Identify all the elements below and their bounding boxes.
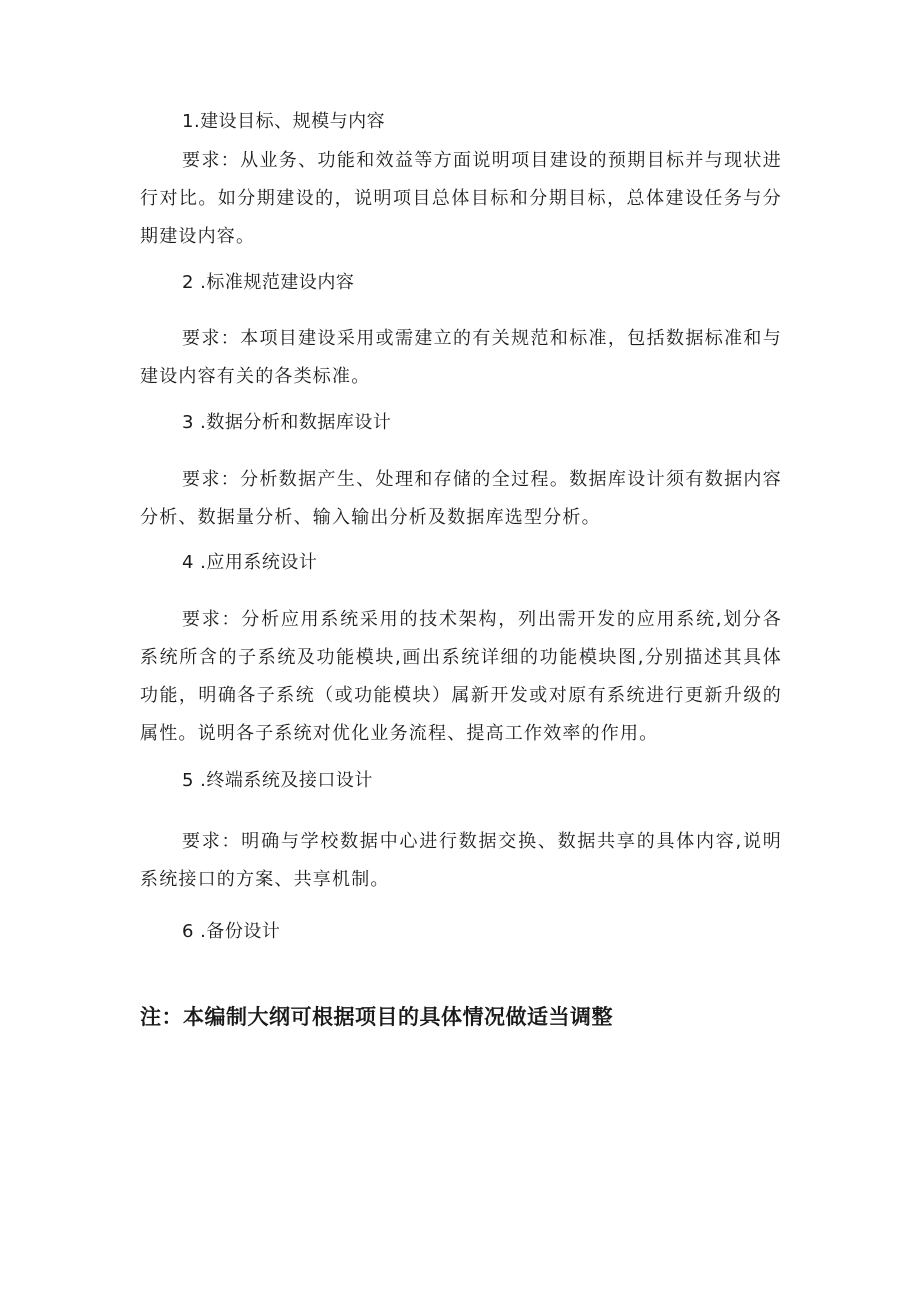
section-2-requirement: 要求：本项目建设采用或需建立的有关规范和标准，包括数据标准和与建设内容有关的各类标准。 xyxy=(140,328,782,387)
section-4-requirement: 要求：分析应用系统采用的技术架构，列出需开发的应用系统,划分各系统所含的子系统及功能模块,画出系统详细的功能模块图,分别描述其具体功能，明确各子系统（或功能模块）属新开发或对原有系统进行更新升级的属性。说明各子系统对优化业务流程、提高工作效率的作用。 xyxy=(140,609,782,744)
section-5-requirement: 要求：明确与学校数据中心进行数据交换、数据共享的具体内容,说明系统接口的方案、共享机制。 xyxy=(140,831,782,890)
section-3-heading: 3 .数据分析和数据库设计 xyxy=(182,412,392,433)
section-1-requirement: 要求：从业务、功能和效益等方面说明项目建设的预期目标并与现状进行对比。如分期建设的，说明项目总体目标和分期目标，总体建设任务与分期建设内容。 xyxy=(140,150,782,247)
section-2-heading: 2 .标准规范建设内容 xyxy=(182,272,355,293)
section-4-heading: 4 .应用系统设计 xyxy=(182,552,318,573)
section-1-heading: 1.建设目标、规模与内容 xyxy=(182,111,386,132)
section-6-heading: 6 .备份设计 xyxy=(182,921,281,942)
adjustment-note: 注：本编制大纲可根据项目的具体情况做适当调整 xyxy=(140,1005,613,1029)
section-5-heading: 5 .终端系统及接口设计 xyxy=(182,770,373,791)
section-3-requirement: 要求：分析数据产生、处理和存储的全过程。数据库设计须有数据内容分析、数据量分析、输入输出分析及数据库选型分析。 xyxy=(140,469,782,528)
